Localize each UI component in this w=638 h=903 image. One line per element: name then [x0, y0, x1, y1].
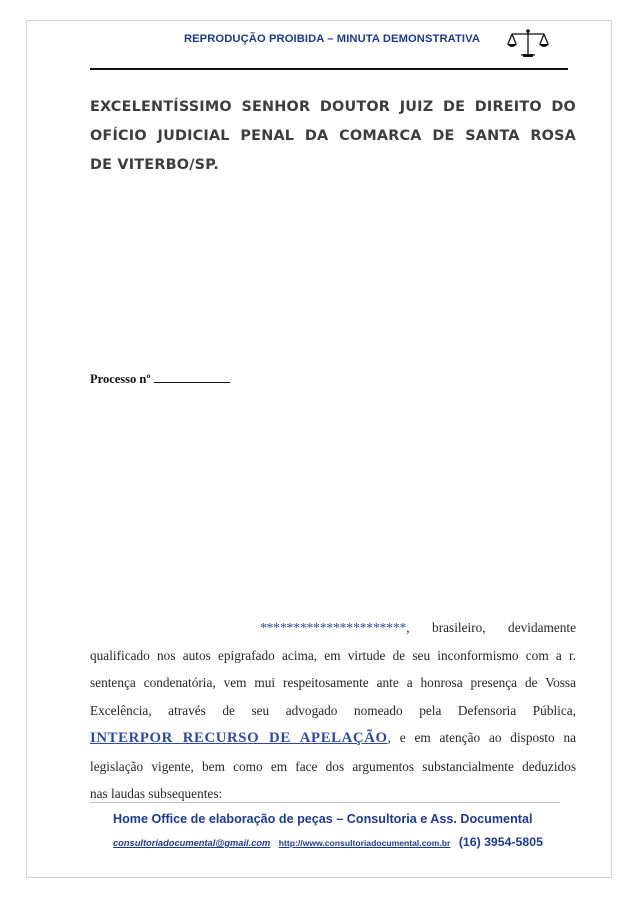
petition-body	[90, 614, 576, 808]
footer-email-link[interactable]: consultoriadocumental@gmail.com	[113, 838, 271, 848]
court-address-heading	[90, 93, 576, 180]
body-line: INTERPOR RECURSO DE APELAÇÃO, e em atenção ao disposto na	[90, 730, 577, 746]
process-number	[90, 372, 230, 387]
body-line: nas laudas subsequentes:	[90, 786, 223, 801]
body-line: sentença condenatória, vem mui respeitosamente ante a honrosa presença de Vossa	[90, 675, 576, 690]
process-label: Processo nº	[90, 372, 151, 386]
footer-rule	[90, 802, 560, 803]
header-rule	[90, 68, 568, 70]
scales-of-justice-icon	[506, 28, 550, 58]
heading-line: EXCELENTÍSSIMO SENHOR DOUTOR JUIZ DE DIREITO DO	[90, 99, 576, 115]
header-title: REPRODUÇÃO PROIBIDA – MINUTA DEMONSTRATIVA	[183, 33, 481, 45]
body-line: Excelência, através de seu advogado nomeado pela Defensoria Pública,	[90, 702, 576, 718]
body-line: **********************, brasileiro, devidamente	[260, 620, 576, 635]
footer-title: Home Office de elaboração de peças – Consultoria e Ass. Documental	[113, 812, 533, 826]
heading-line: DE VITERBO/SP.	[90, 157, 219, 173]
footer-contacts	[113, 833, 543, 851]
heading-line: OFÍCIO JUDICIAL PENAL DA COMARCA DE SANTA ROSA	[90, 128, 576, 144]
appeal-phrase: INTERPOR RECURSO DE APELAÇÃO	[90, 730, 388, 746]
body-line: qualificado nos autos epigrafado acima, em virtude de seu inconformismo com a r.	[90, 647, 576, 663]
process-number-blank	[154, 372, 230, 383]
party-name-placeholder: **********************	[260, 620, 407, 635]
footer-phone: (16) 3954-5805	[458, 835, 543, 849]
body-line: legislação vigente, bem como em face dos argumentos substancialmente deduzidos	[90, 758, 576, 774]
footer-website-link[interactable]: http://www.consultoriadocumental.com.br	[278, 838, 451, 848]
